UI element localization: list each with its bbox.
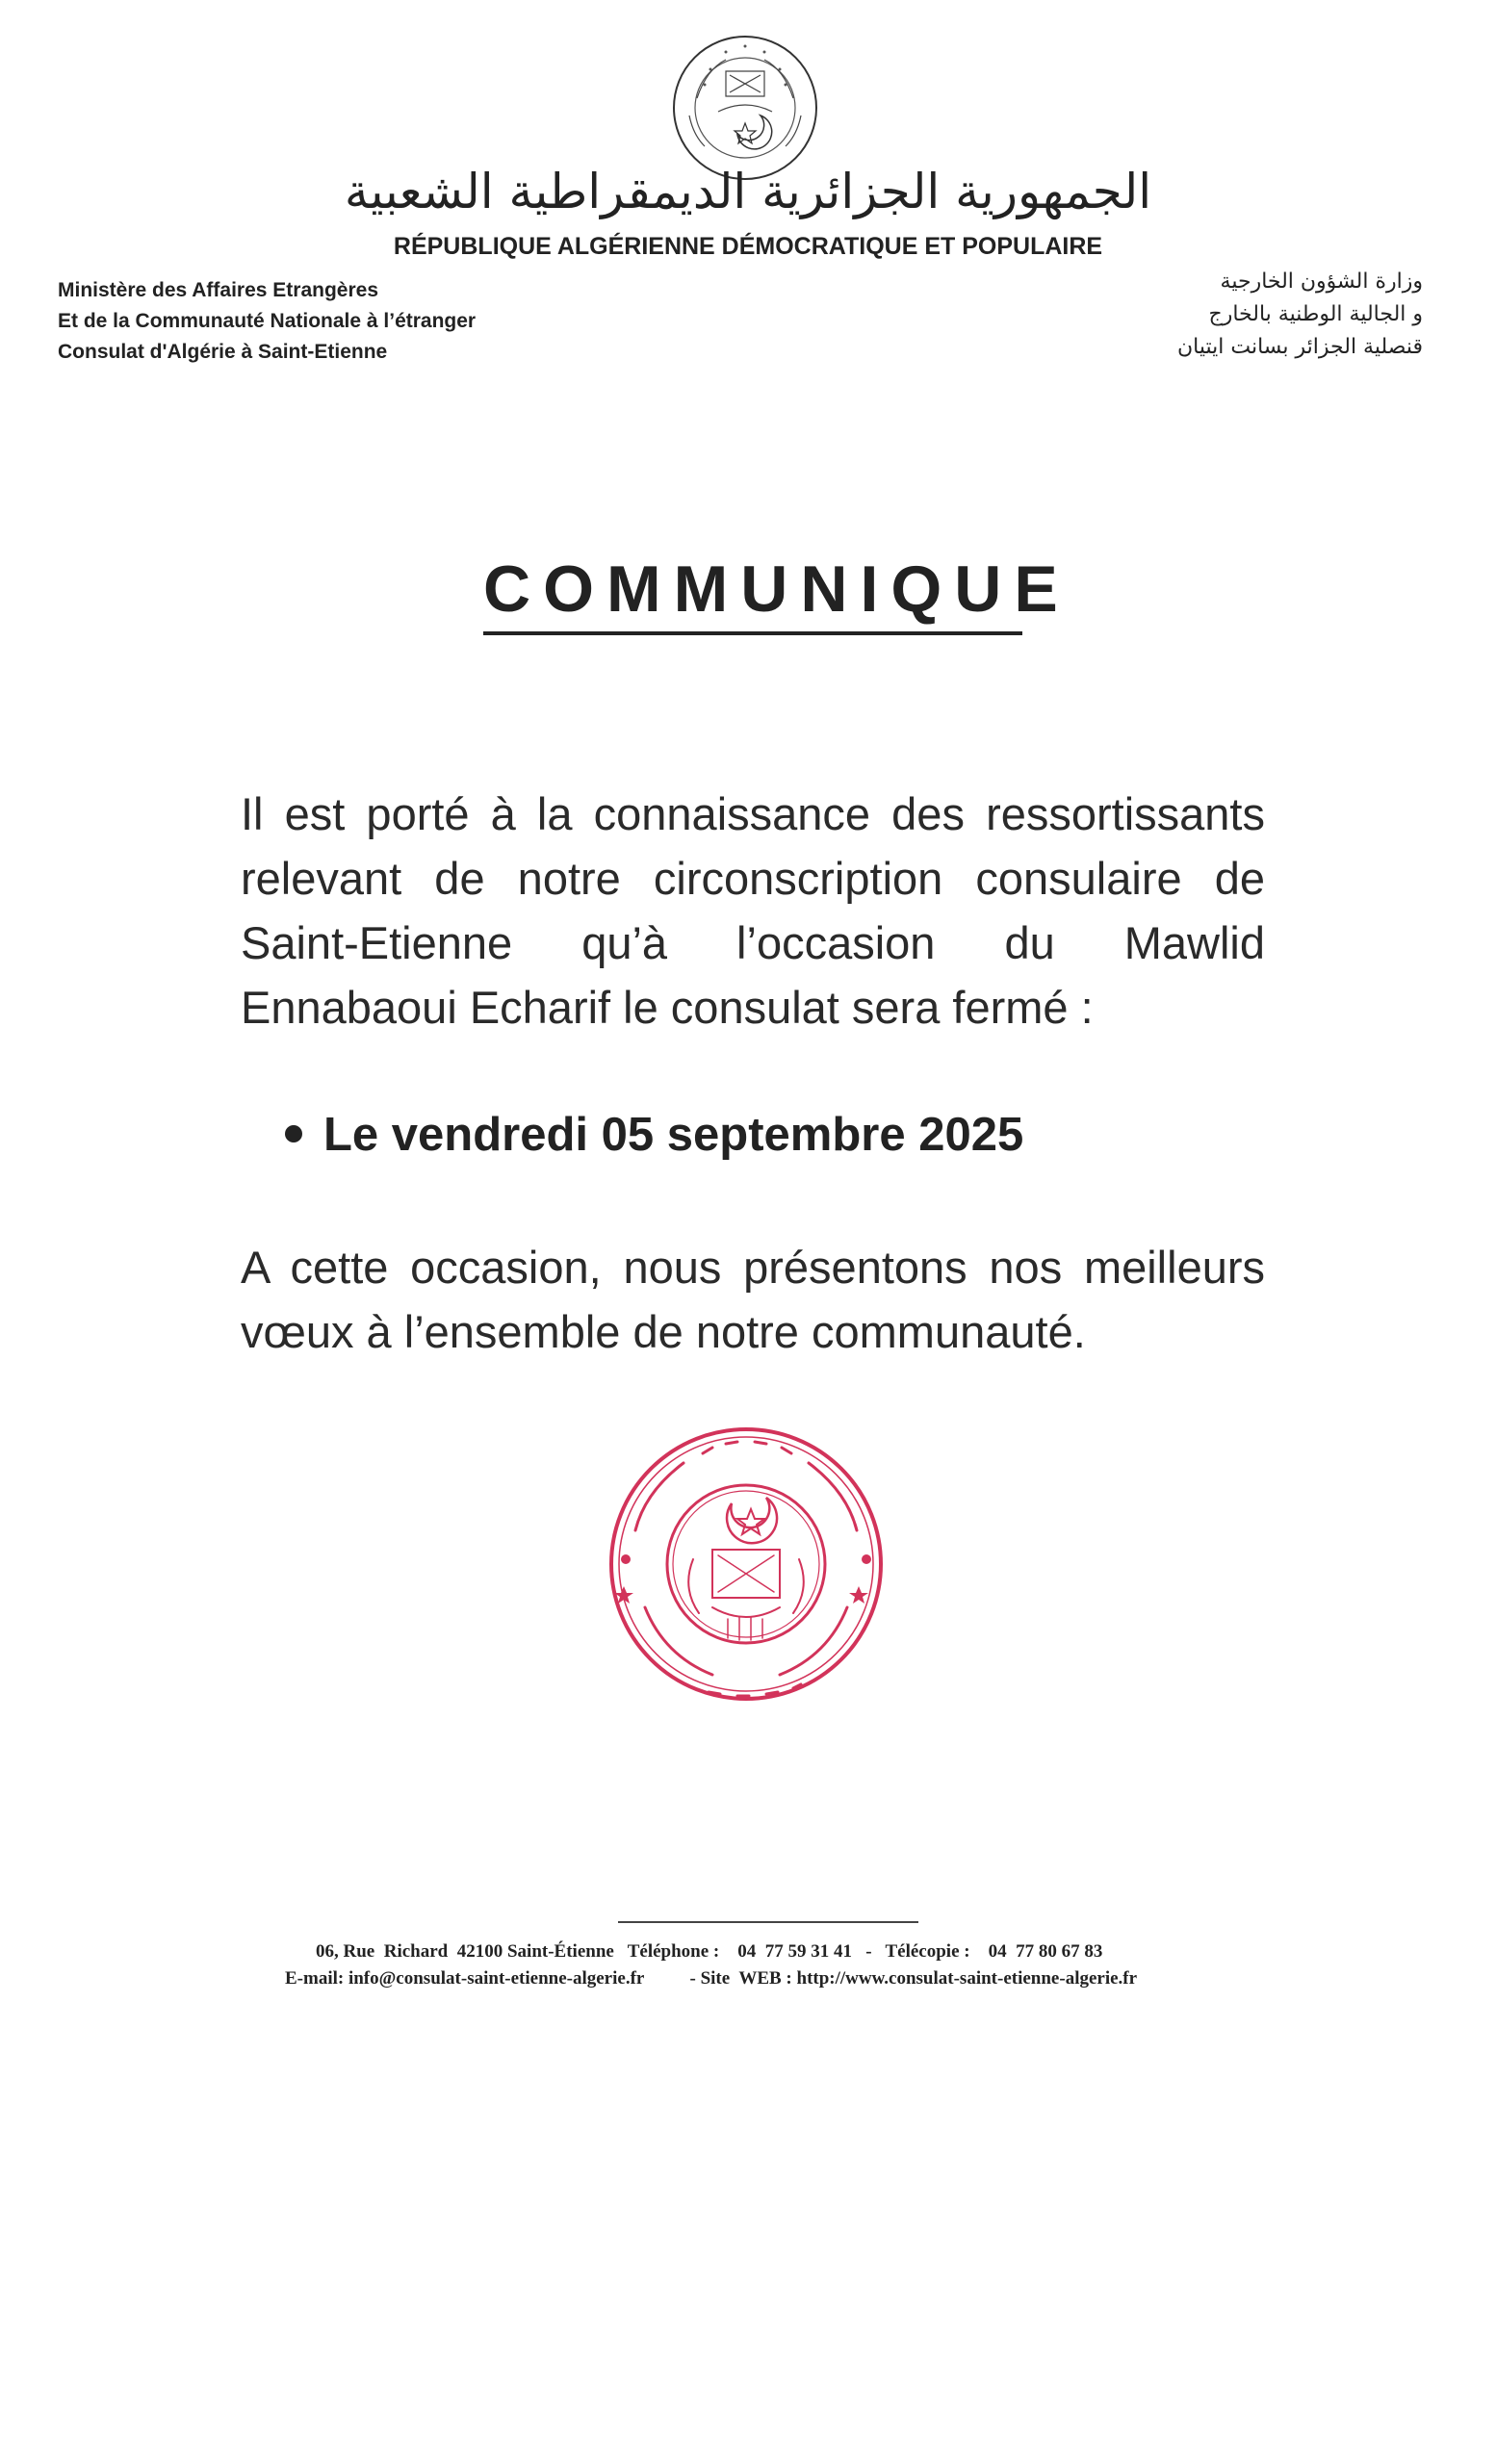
closure-date-item [285, 1103, 1151, 1167]
heading-underline [483, 631, 1022, 635]
ministry-block-ar [1038, 266, 1423, 364]
consulate-seal-stamp-icon [597, 1415, 895, 1713]
communique-heading: COMMUNIQUE [483, 552, 1070, 626]
footer-address-line: 06, Rue Richard 42100 Saint-Étienne Téléphone : 04 77 59 31 41 - Télécopie : 04 77 80 67 83 [316, 1941, 1103, 1962]
announcement-paragraph: Il est porté à la connaissance des ressortissants relevant de notre circonscription consulaire de Saint-Etienne qu’à l’occasion du Mawlid Ennabaoui Echarif le consulat sera fermé : [241, 788, 1265, 1033]
ministry-fr-line: Consulat d'Algérie à Saint-Etienne [58, 341, 388, 363]
arabic-republic-title: الجمهورية الجزائرية الديمقراطية الشعبية [344, 164, 1152, 219]
bullet-icon [285, 1125, 302, 1142]
footer-divider [618, 1921, 918, 1923]
ministry-ar-line: و الجالية الوطنية بالخارج [1208, 302, 1423, 326]
french-republic-title: RÉPUBLIQUE ALGÉRIENNE DÉMOCRATIQUE ET POPULAIRE [393, 233, 1103, 260]
ministry-fr-line: Ministère des Affaires Etrangères [58, 279, 379, 301]
closing-paragraph: A cette occasion, nous présentons nos meilleurs vœux à l’ensemble de notre communauté. [241, 1242, 1265, 1357]
ministry-ar-line: وزارة الشؤون الخارجية [1220, 270, 1423, 294]
ministry-block-fr [58, 275, 597, 368]
ministry-fr-line: Et de la Communauté Nationale à l’étranger [58, 310, 477, 332]
ministry-ar-line: قنصلية الجزائر بسانت ايتيان [1176, 335, 1423, 359]
footer-web-line: E-mail: info@consulat-saint-etienne-algerie.fr - Site WEB : http://www.consulat-saint-etienne-algerie.fr [285, 1968, 1138, 1989]
closure-date-text: Le vendredi 05 septembre 2025 [323, 1109, 1024, 1161]
